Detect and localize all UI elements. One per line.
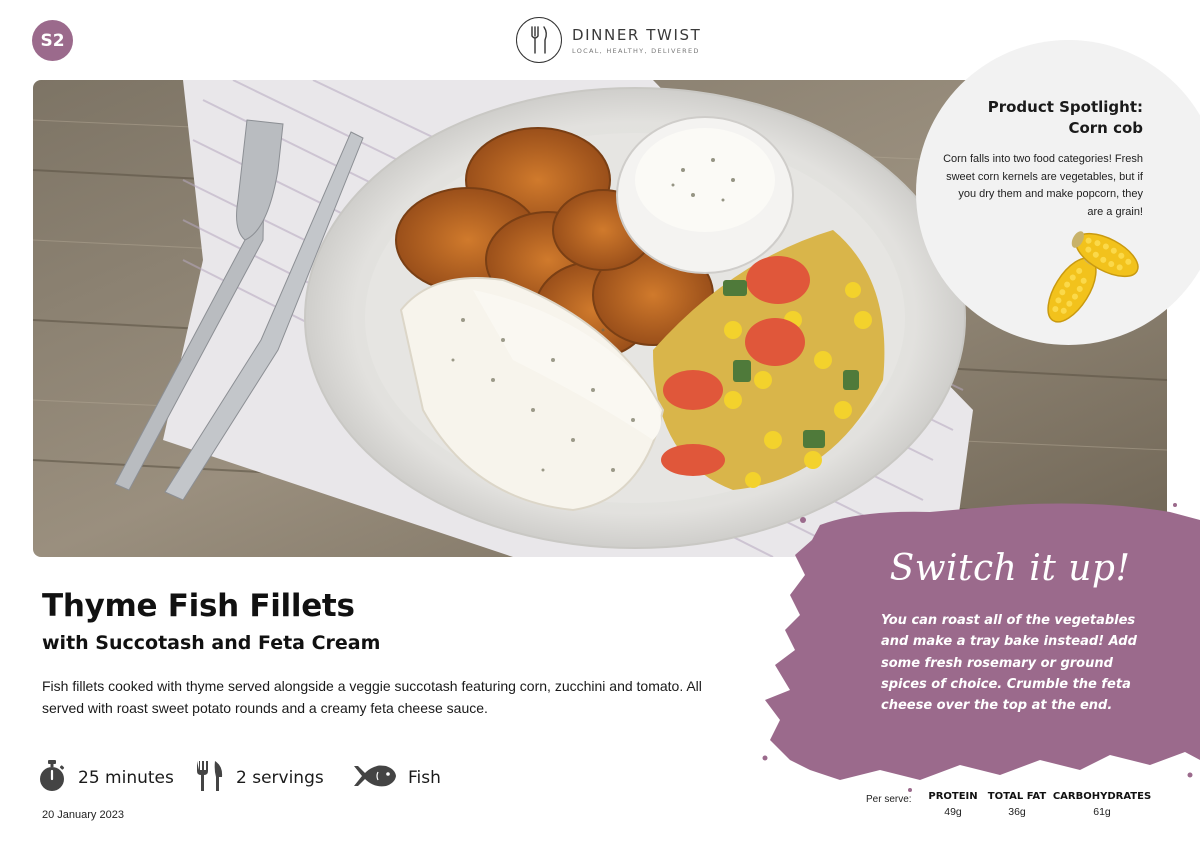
switch-it-up-text: You can roast all of the vegetables and make a tray bake instead! Add some fresh rosemary or ground spices of choice. Crumble the feta cheese over the top at the end. <box>881 613 1137 714</box>
fish-icon <box>352 762 396 795</box>
nutrition-protein: PROTEIN 49g <box>928 791 978 818</box>
cook-time-label: 25 minutes <box>78 768 174 788</box>
brand-name: DINNER TWIST <box>572 25 702 44</box>
page-badge: S2 <box>32 20 73 61</box>
recipe-title: Thyme Fish Fillets <box>42 588 355 624</box>
protein-type-label: Fish <box>408 768 441 788</box>
recipe-description: Fish fillets cooked with thyme served alongside a veggie succotash featuring corn, zucchini and tomato. All served with roast sweet potato rounds and a creamy feta cheese sauce. <box>42 678 702 716</box>
servings <box>196 760 324 796</box>
nutrition-carbohydrates: CARBOHYDRATES 61g <box>1052 791 1152 818</box>
recipe-subtitle: with Succotash and Feta Cream <box>42 632 381 654</box>
brand-tagline: LOCAL, HEALTHY, DELIVERED <box>572 46 700 55</box>
fork-knife-icon <box>196 760 224 797</box>
recipe-date: 20 January 2023 <box>42 809 124 821</box>
cook-time <box>38 760 174 796</box>
nutrition-total-fat: TOTAL FAT 36g <box>987 791 1047 818</box>
per-serve-label: Per serve: <box>866 794 912 805</box>
servings-label: 2 servings <box>236 768 324 788</box>
protein-type <box>352 760 441 796</box>
spotlight-text: Corn falls into two food categories! Fresh sweet corn kernels are vegetables, but if you dry them and make popcorn, they are a grain! <box>943 153 1143 218</box>
stopwatch-icon <box>38 760 66 797</box>
spotlight-title: Product Spotlight: Corn cob <box>987 98 1143 137</box>
switch-it-up-title: Switch it up! <box>889 548 1131 589</box>
